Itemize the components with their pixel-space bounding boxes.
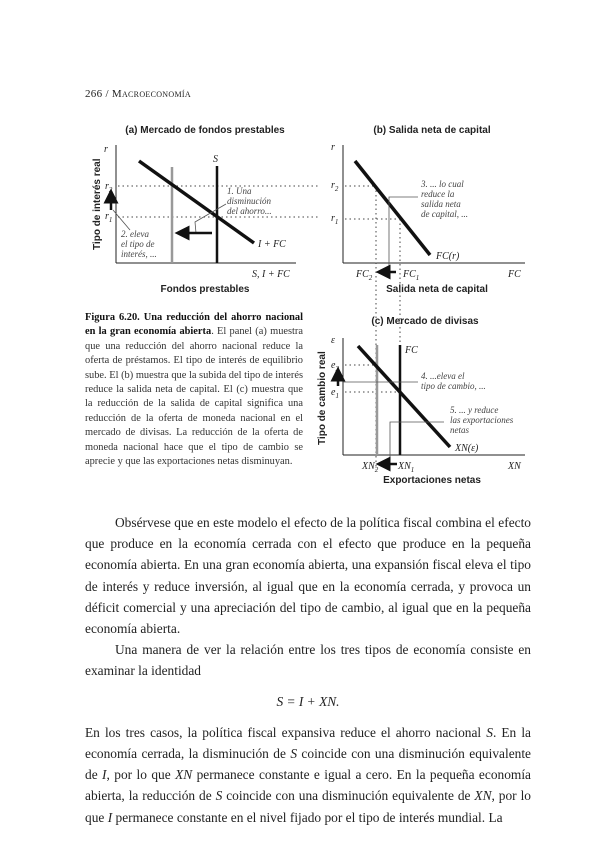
equation-text: S = I + XN. xyxy=(276,693,340,709)
fc1-label: $FC_1$ xyxy=(403,269,420,282)
panel-b-title: (b) Salida neta de capital xyxy=(373,125,491,136)
note-1: 1. Una disminución del ahorro... xyxy=(227,186,272,216)
panel-c-e2: $e_2$ xyxy=(331,360,339,373)
panel-b-x-symbol: FC xyxy=(508,269,521,280)
panel-a-y-label: Tipo de interés real xyxy=(92,158,103,250)
panel-c-e1: $e_1$ xyxy=(331,387,339,400)
panel-a-loanable-funds xyxy=(92,125,320,295)
identity-equation xyxy=(85,691,531,712)
text-segment: coincide con una disminución equivalente de xyxy=(222,788,475,804)
xn-curve xyxy=(358,346,450,447)
figure-caption xyxy=(85,311,303,469)
panel-c-x-symbol: XN xyxy=(508,461,521,472)
text-segment: S xyxy=(486,724,493,740)
panel-c-x-label: Exportaciones netas xyxy=(383,475,481,486)
body-text xyxy=(85,512,531,828)
demand-label: I + FC xyxy=(258,239,286,250)
panel-a-x-label: Fondos prestables xyxy=(160,284,250,295)
note-2: 2. eleva el tipo de interés, ... xyxy=(121,229,157,259)
header-separator: / xyxy=(105,88,109,100)
caption-text: . El panel (a) muestra que una reducción del ahorro nacional reduce la oferta de préstamos. El tipo de interés de equilibrio sube. El (b) muestra que la subida del tipo de interés reduce la salida neta de capital. El (c) muestra que la reducción de la salida de capital significa una reducción de la oferta de moneda nacional en el mercado de divisas. La reducción de la oferta de moneda nacional hace que el tipo de cambio se aprecie y que las exportaciones netas disminuyan. xyxy=(85,326,303,468)
text-segment: S xyxy=(290,746,298,762)
text-segment: permanece constante e igual a cero. En la pequeña economía abierta, la reducción de xyxy=(85,767,531,804)
panel-a-title: (a) Mercado de fondos prestables xyxy=(125,125,285,136)
note5-leader xyxy=(390,422,444,464)
text-segment: I xyxy=(102,767,107,783)
panel-c-foreign-exchange xyxy=(317,316,525,486)
page-number: 266 xyxy=(85,88,103,100)
panel-b-y-symbol: r xyxy=(331,142,335,153)
xn1-label: $XN_1$ xyxy=(398,461,415,474)
xn-curve-label: XN(ε) xyxy=(455,443,479,454)
note-3: 3. ... lo cual reduce la salida neta de capital, ... xyxy=(421,179,468,219)
panel-c-y-symbol: ε xyxy=(331,335,335,346)
text-segment: XN xyxy=(474,788,492,804)
book-title: Macroeconomía xyxy=(111,88,191,100)
paragraph-2: Una manera de ver la relación entre los tres tipos de economía consiste en examinar la identidad xyxy=(85,642,531,679)
panel-b-r2: $r_2$ xyxy=(331,180,339,193)
paragraph-1: Obsérvese que en este modelo el efecto de la política fiscal combina el efecto que produce en la economía cerrada con el efecto que produce en la pequeña economía abierta. En una gran economía abierta, una expansión fiscal eleva el tipo de interés y reduce inversión, al igual que en la economía cerrada, y provoca un déficit comercial y una apreciación del tipo de cambio, al igual que en la pequeña economía abierta. xyxy=(85,515,531,637)
text-segment: permanece constante en el nivel fijado por el tipo de interés mundial. La xyxy=(112,809,503,825)
text-segment: S xyxy=(215,788,223,804)
panel-a-r1: $r_1$ xyxy=(105,211,113,224)
saving-label: S xyxy=(213,154,218,165)
text-segment: XN xyxy=(175,767,193,783)
xn2-label: $XN_2$ xyxy=(362,461,379,474)
fc-supply-label: FC xyxy=(405,345,418,356)
text-segment: coincide con una disminución equivalente de xyxy=(85,746,531,783)
fc2-label: $FC_2$ xyxy=(356,269,373,282)
paragraph-3 xyxy=(85,722,531,828)
text-segment: , por lo que xyxy=(85,788,531,825)
panel-a-x-symbol: S, I + FC xyxy=(252,269,290,280)
panel-c-title: (c) Mercado de divisas xyxy=(371,316,479,327)
panel-a-r2: $r_2$ xyxy=(105,181,113,194)
panel-b-r1: $r_1$ xyxy=(331,213,339,226)
fc-curve xyxy=(355,161,430,255)
fc-curve-label: FC(r) xyxy=(436,251,460,262)
panel-a-y-symbol: r xyxy=(104,144,108,155)
panel-c-y-label: Tipo de cambio real xyxy=(317,351,328,445)
note-5: 5. ... y reduce las exportaciones netas xyxy=(450,405,514,435)
text-segment: I xyxy=(107,809,113,825)
caption-title: Figura 6.20. Una reducción del ahorro nacional en la gran economía abierta xyxy=(85,312,303,338)
text-segment: , por lo que xyxy=(106,767,176,783)
note-4: 4. ...eleva el tipo de cambio, ... xyxy=(421,371,486,391)
text-segment: En los tres casos, la política fiscal expansiva reduce el ahorro nacional xyxy=(85,724,487,740)
text-segment: . En la economía cerrada, la disminución de xyxy=(85,724,531,762)
panel-b-x-label: Salida neta de capital xyxy=(386,284,488,295)
